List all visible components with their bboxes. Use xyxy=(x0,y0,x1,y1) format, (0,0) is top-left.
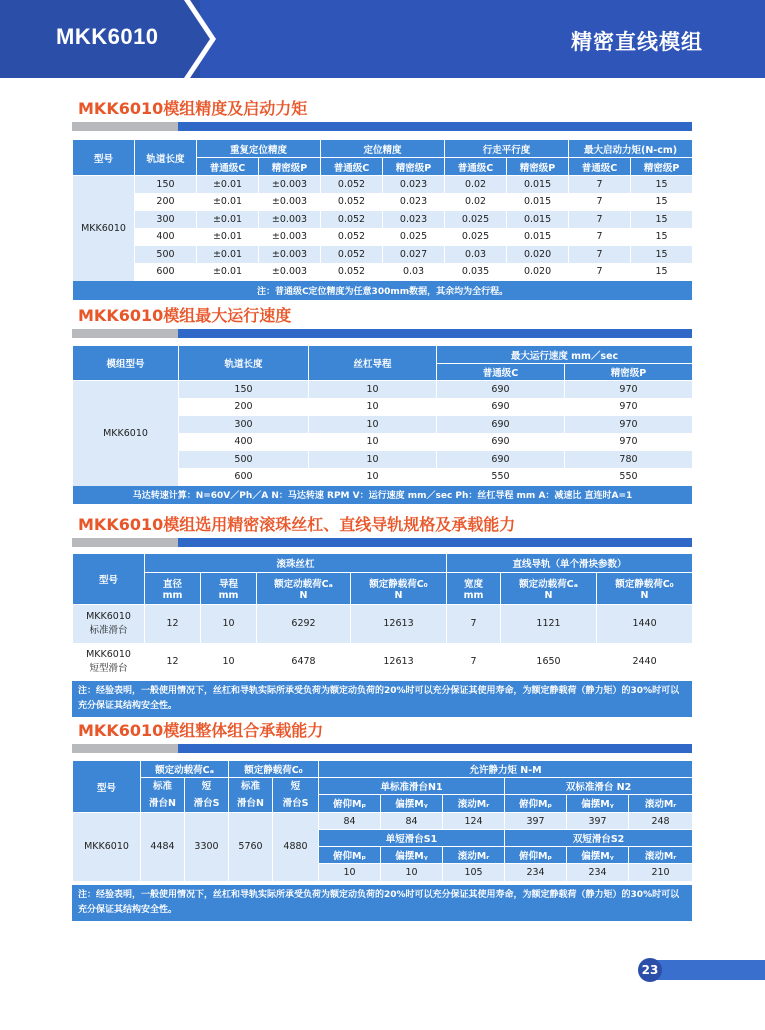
cell: 0.015 xyxy=(507,211,569,229)
sub-moment: 偏摆Mᵧ xyxy=(567,794,629,812)
table-row xyxy=(73,813,693,830)
cell: 0.052 xyxy=(321,193,383,211)
cell: 6478 xyxy=(257,643,351,681)
cell: 200 xyxy=(135,193,197,211)
col-max-speed: 最大运行速度 mm／sec xyxy=(437,346,693,364)
group-double-short: 双短滑台S2 xyxy=(505,830,693,847)
cell: 10 xyxy=(201,605,257,643)
sub-moment: 滚动Mᵣ xyxy=(629,794,693,812)
sub-moment: 滚动Mᵣ xyxy=(629,847,693,864)
sub-moment: 偏摆Mᵧ xyxy=(381,847,443,864)
cell: ±0.003 xyxy=(259,193,321,211)
sub-diameter: 直径 mm xyxy=(145,573,201,605)
cell: 300 xyxy=(135,211,197,229)
cell: 0.023 xyxy=(383,211,445,229)
cell: 4484 xyxy=(141,813,185,881)
col-parallelism: 行走平行度 xyxy=(445,140,569,158)
cell: 500 xyxy=(179,451,309,469)
cell: 7 xyxy=(569,246,631,264)
cell: 0.020 xyxy=(507,246,569,264)
table-note: 注：普通级C定位精度为任意300mm数据，其余均为全行程。 xyxy=(73,281,693,300)
cell: 150 xyxy=(179,381,309,399)
section-bar xyxy=(72,744,692,753)
col-model: 型号 xyxy=(73,761,141,813)
cell: 7 xyxy=(447,605,501,643)
sub-slide: 短 滑台S xyxy=(273,778,319,813)
model-cell: MKK6010 短型滑台 xyxy=(73,643,145,681)
cell: 400 xyxy=(135,228,197,246)
cell: 10 xyxy=(381,864,443,881)
table-row xyxy=(73,228,693,246)
cell: 0.03 xyxy=(445,246,507,264)
cell: 84 xyxy=(381,813,443,830)
cell: 84 xyxy=(319,813,381,830)
col-start-torque: 最大启动力矩(N-cm) xyxy=(569,140,693,158)
sub-static-load: 额定静载荷C₀ N xyxy=(351,573,447,605)
cell: 500 xyxy=(135,246,197,264)
cell: 1440 xyxy=(597,605,693,643)
sub-moment: 滚动Mᵣ xyxy=(443,794,505,812)
cell: 550 xyxy=(565,468,693,486)
cell: 15 xyxy=(631,228,693,246)
cell: 10 xyxy=(309,381,437,399)
cell: 12613 xyxy=(351,605,447,643)
table-row xyxy=(73,211,693,229)
cell: 12 xyxy=(145,643,201,681)
table-row xyxy=(73,176,693,194)
col-repeat-accuracy: 重复定位精度 xyxy=(197,140,321,158)
cell: 0.020 xyxy=(507,263,569,281)
cell: 124 xyxy=(443,813,505,830)
cell: 2440 xyxy=(597,643,693,681)
cell: 234 xyxy=(567,864,629,881)
cell: 0.052 xyxy=(321,228,383,246)
cell: ±0.003 xyxy=(259,211,321,229)
cell: 0.052 xyxy=(321,246,383,264)
cell: ±0.003 xyxy=(259,246,321,264)
sub-static-load: 额定静载荷C₀ N xyxy=(597,573,693,605)
model-cell: MKK6010 xyxy=(73,381,179,486)
sub-moment: 偏摆Mᵧ xyxy=(567,847,629,864)
cell: 0.025 xyxy=(445,211,507,229)
section-title-combined-load: MKK6010模组整体组合承载能力 xyxy=(78,721,324,740)
sub-moment: 俯仰Mₚ xyxy=(319,847,381,864)
cell: 397 xyxy=(505,813,567,830)
accuracy-table xyxy=(72,139,693,300)
cell: ±0.003 xyxy=(259,263,321,281)
section-title-speed: MKK6010模组最大运行速度 xyxy=(78,306,292,325)
col-lead: 丝杠导程 xyxy=(309,346,437,381)
cell: ±0.01 xyxy=(197,263,259,281)
sub-lead: 导程 mm xyxy=(201,573,257,605)
sub-grade: 精密级P xyxy=(383,158,445,176)
group-single-standard: 单标准滑台N1 xyxy=(319,778,505,795)
table-row xyxy=(73,605,693,643)
cell: 0.02 xyxy=(445,176,507,194)
cell: 105 xyxy=(443,864,505,881)
cell: ±0.01 xyxy=(197,228,259,246)
section-title-accuracy: MKK6010模组精度及启动力矩 xyxy=(78,99,308,118)
components-table xyxy=(72,553,693,681)
col-linear-guide: 直线导轨（单个滑块参数） xyxy=(447,554,693,573)
table-note: 马达转速计算：N=60V／Ph／A N：马达转速 RPM V：运行速度 mm／sec Ph：丝杠导程 mm A：减速比 直连时A=1 xyxy=(73,486,693,504)
cell: 600 xyxy=(179,468,309,486)
speed-table xyxy=(72,345,693,504)
cell: 0.052 xyxy=(321,263,383,281)
cell: 690 xyxy=(437,433,565,451)
cell: ±0.01 xyxy=(197,211,259,229)
sub-grade: 普通级C xyxy=(321,158,383,176)
cell: ±0.01 xyxy=(197,193,259,211)
cell: 150 xyxy=(135,176,197,194)
cell: 10 xyxy=(309,398,437,416)
model-cell: MKK6010 xyxy=(73,176,135,281)
cell: 0.015 xyxy=(507,193,569,211)
cell: 7 xyxy=(569,193,631,211)
cell: 7 xyxy=(569,211,631,229)
col-model: 型号 xyxy=(73,140,135,176)
cell: 3300 xyxy=(185,813,229,881)
sub-grade: 精密级P xyxy=(259,158,321,176)
cell: 690 xyxy=(437,398,565,416)
cell: 690 xyxy=(437,451,565,469)
group-double-standard: 双标准滑台 N2 xyxy=(505,778,693,795)
cell: 0.035 xyxy=(445,263,507,281)
cell: 397 xyxy=(567,813,629,830)
page-header xyxy=(0,0,765,78)
sub-slide: 标准 滑台N xyxy=(141,778,185,813)
cell: 5760 xyxy=(229,813,273,881)
cell: 12 xyxy=(145,605,201,643)
cell: 15 xyxy=(631,193,693,211)
cell: 7 xyxy=(569,263,631,281)
header-category: 精密直线模组 xyxy=(571,30,703,54)
header-chevron-icon xyxy=(176,0,220,78)
table-note: 注：经验表明，一般使用情况下，丝杠和导轨实际所承受负荷为额定动负荷的20%时可以充分保证其使用寿命，为额定静载荷（静力矩）的30%时可以充分保证其结构安全性。 xyxy=(72,681,692,717)
cell: 690 xyxy=(437,416,565,434)
page-number: 23 xyxy=(638,958,662,982)
sub-grade: 精密级P xyxy=(507,158,569,176)
col-dynamic-load: 额定动载荷Cₐ xyxy=(141,761,229,778)
combined-load-table xyxy=(72,760,693,881)
sub-slide: 标准 滑台N xyxy=(229,778,273,813)
cell: 15 xyxy=(631,176,693,194)
cell: ±0.01 xyxy=(197,176,259,194)
cell: 10 xyxy=(309,416,437,434)
cell: ±0.01 xyxy=(197,246,259,264)
cell: 970 xyxy=(565,433,693,451)
cell: 0.023 xyxy=(383,193,445,211)
cell: ±0.003 xyxy=(259,176,321,194)
section-bar xyxy=(72,329,692,338)
sub-grade: 普通级C xyxy=(197,158,259,176)
col-length: 轨道长度 xyxy=(179,346,309,381)
cell: 0.025 xyxy=(383,228,445,246)
cell: 248 xyxy=(629,813,693,830)
col-static-load: 额定静载荷C₀ xyxy=(229,761,319,778)
cell: 10 xyxy=(319,864,381,881)
cell: 7 xyxy=(447,643,501,681)
cell: 0.023 xyxy=(383,176,445,194)
cell: 0.027 xyxy=(383,246,445,264)
cell: 15 xyxy=(631,211,693,229)
cell: 10 xyxy=(309,468,437,486)
sub-width: 宽度 mm xyxy=(447,573,501,605)
sub-grade: 精密级P xyxy=(631,158,693,176)
cell: 970 xyxy=(565,381,693,399)
cell: 15 xyxy=(631,263,693,281)
cell: 10 xyxy=(309,451,437,469)
cell: 400 xyxy=(179,433,309,451)
col-model: 型号 xyxy=(73,554,145,605)
cell: ±0.003 xyxy=(259,228,321,246)
cell: 210 xyxy=(629,864,693,881)
col-length: 轨道长度 xyxy=(135,140,197,176)
cell: 780 xyxy=(565,451,693,469)
table-row xyxy=(73,246,693,264)
group-single-short: 单短滑台S1 xyxy=(319,830,505,847)
cell: 0.015 xyxy=(507,176,569,194)
sub-dynamic-load: 额定动载荷Cₐ N xyxy=(501,573,597,605)
page-number-bar xyxy=(648,960,765,980)
sub-moment: 俯仰Mₚ xyxy=(505,847,567,864)
sub-grade: 精密级P xyxy=(565,364,693,381)
cell: 200 xyxy=(179,398,309,416)
col-model: 模组型号 xyxy=(73,346,179,381)
col-position-accuracy: 定位精度 xyxy=(321,140,445,158)
sub-moment: 偏摆Mᵧ xyxy=(381,794,443,812)
cell: 0.03 xyxy=(383,263,445,281)
sub-dynamic-load: 额定动载荷Cₐ N xyxy=(257,573,351,605)
section-title-components: MKK6010模组选用精密滚珠丝杠、直线导轨规格及承载能力 xyxy=(78,515,516,534)
cell: 690 xyxy=(437,381,565,399)
cell: 550 xyxy=(437,468,565,486)
sub-grade: 普通级C xyxy=(569,158,631,176)
sub-grade: 普通级C xyxy=(445,158,507,176)
sub-moment: 俯仰Mₚ xyxy=(505,794,567,812)
col-static-moment: 允许静力矩 N-M xyxy=(319,761,693,778)
cell: 7 xyxy=(569,176,631,194)
col-ball-screw: 滚珠丝杠 xyxy=(145,554,447,573)
cell: 0.015 xyxy=(507,228,569,246)
table-row xyxy=(73,643,693,681)
cell: 300 xyxy=(179,416,309,434)
cell: 970 xyxy=(565,416,693,434)
cell: 970 xyxy=(565,398,693,416)
cell: 1650 xyxy=(501,643,597,681)
cell: 10 xyxy=(201,643,257,681)
section-bar xyxy=(72,538,692,547)
cell: 0.02 xyxy=(445,193,507,211)
sub-moment: 滚动Mᵣ xyxy=(443,847,505,864)
header-model: MKK6010 xyxy=(56,24,159,49)
cell: 1121 xyxy=(501,605,597,643)
cell: 7 xyxy=(569,228,631,246)
cell: 0.052 xyxy=(321,211,383,229)
table-row xyxy=(73,193,693,211)
cell: 0.052 xyxy=(321,176,383,194)
cell: 15 xyxy=(631,246,693,264)
cell: 600 xyxy=(135,263,197,281)
cell: 10 xyxy=(309,433,437,451)
cell: 12613 xyxy=(351,643,447,681)
section-bar xyxy=(72,122,692,131)
table-note: 注：经验表明，一般使用情况下，丝杠和导轨实际所承受负荷为额定动负荷的20%时可以充分保证其使用寿命，为额定静载荷（静力矩）的30%时可以充分保证其结构安全性。 xyxy=(72,885,692,921)
cell: 234 xyxy=(505,864,567,881)
table-row xyxy=(73,263,693,281)
sub-grade: 普通级C xyxy=(437,364,565,381)
cell: 4880 xyxy=(273,813,319,881)
sub-moment: 俯仰Mₚ xyxy=(319,794,381,812)
model-cell: MKK6010 xyxy=(73,813,141,881)
cell: 0.025 xyxy=(445,228,507,246)
table-row xyxy=(73,381,693,399)
sub-slide: 短 滑台S xyxy=(185,778,229,813)
cell: 6292 xyxy=(257,605,351,643)
model-cell: MKK6010 标准滑台 xyxy=(73,605,145,643)
